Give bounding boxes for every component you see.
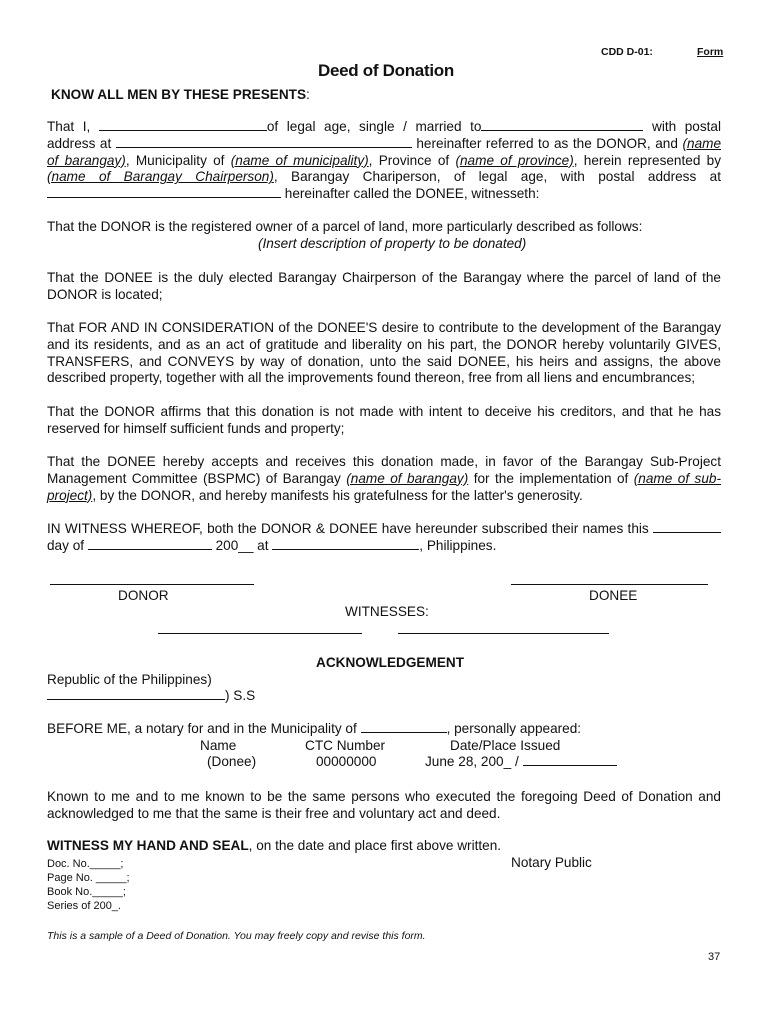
- acceptance-paragraph: That the DONEE hereby accepts and receives this donation made, in favor of the Barangay Sub-Project Management Committee (BSPMC) of Barangay (name of barangay) for the implementation of (name of sub-project), by the DONOR, and hereby manifests his gratefulness for the latter's generosity.: [47, 454, 721, 503]
- form-code: CDD D-01:: [601, 46, 653, 58]
- consideration-paragraph: That FOR AND IN CONSIDERATION of the DONEE'S desire to contribute to the development of the Barangay and its residents, and as an act of gratitude and liberality on his part, the DONOR hereby voluntarily GIVES, TRANSFERS, and CONVEYS by way of donation, unto the said DONEE, his heirs and assigns, the above described property, together with all the improvements found thereon, free from all liens and encumbrances;: [47, 320, 721, 386]
- know-all-heading: KNOW ALL MEN BY THESE PRESENTS:: [51, 87, 310, 102]
- witness-2-signature-line: [398, 633, 609, 634]
- col-name-header: Name: [200, 738, 237, 753]
- before-me-line: BEFORE ME, a notary for and in the Municipality of , personally appeared:: [47, 721, 582, 736]
- municipality-blank: [361, 721, 447, 733]
- donor-address-blank: [116, 136, 412, 148]
- month-blank: [88, 538, 212, 550]
- donee-label: DONEE: [589, 588, 638, 603]
- footer-note: This is a sample of a Deed of Donation. You may freely copy and revise this form.: [47, 930, 426, 942]
- witnesses-label: WITNESSES:: [345, 604, 429, 619]
- place-blank: [272, 538, 419, 550]
- donor-signature-line: [50, 584, 254, 585]
- col-ctc-header: CTC Number: [305, 738, 386, 753]
- doc-no: Doc. No._____;: [47, 858, 124, 870]
- row-name: (Donee): [207, 754, 257, 769]
- acknowledgement-heading: ACKNOWLEDGEMENT: [316, 655, 465, 670]
- property-description-placeholder: (Insert description of property to be donated): [258, 236, 527, 251]
- donee-paragraph: That the DONEE is the duly elected Barangay Chairperson of the Barangay where the parcel of land of the DONOR is located;: [47, 270, 721, 302]
- series-no: Series of 200_.: [47, 900, 121, 912]
- affirmation-paragraph: That the DONOR affirms that this donation is not made with intent to deceive his creditors, and that he has reserved for himself sufficient funds and property;: [47, 404, 721, 436]
- ownership-paragraph: That the DONOR is the registered owner of a parcel of land, more particularly described as follows:: [47, 219, 643, 234]
- row-ctc: 00000000: [316, 754, 377, 769]
- known-paragraph: Known to me and to me known to be the same persons who executed the foregoing Deed of Donation and acknowledged to me that the same is their free and voluntary act and deed.: [47, 789, 721, 821]
- donee-signature-line: [511, 584, 708, 585]
- donee-address-blank: [47, 186, 281, 198]
- spouse-name-blank: [481, 119, 643, 131]
- day-blank: [653, 521, 721, 533]
- form-label: Form: [697, 46, 724, 58]
- book-no: Book No._____;: [47, 886, 126, 898]
- row-date: June 28, 200_ /: [425, 754, 617, 770]
- donor-name-blank: [99, 119, 267, 131]
- republic-line: Republic of the Philippines): [47, 672, 212, 687]
- donor-label: DONOR: [118, 588, 169, 603]
- place-issued-blank: [523, 754, 617, 766]
- witness-whereof-paragraph: IN WITNESS WHEREOF, both the DONOR & DONEE have hereunder subscribed their names this day of 200__ at , Philippines.: [47, 521, 721, 555]
- ss-line: ) S.S: [47, 688, 255, 704]
- notary-public-label: Notary Public: [511, 855, 592, 870]
- venue-blank: [47, 688, 225, 700]
- donor-paragraph: That I, of legal age, single / married to with postal address at hereinafter referred to as the DONOR, and (name of barangay), Municipality of (name of municipality), Province of (name of province), herein represented by (name of Barangay Chairperson), Barangay Chariperson, of legal age, with postal address at hereinafter called the DONEE, witnesseth:: [47, 119, 722, 202]
- col-date-header: Date/Place Issued: [450, 738, 561, 753]
- witness-1-signature-line: [158, 633, 362, 634]
- witness-hand-seal-line: WITNESS MY HAND AND SEAL, on the date and place first above written.: [47, 838, 502, 853]
- page-number: 37: [708, 951, 721, 963]
- page-no: Page No. _____;: [47, 872, 130, 884]
- document-title: Deed of Donation: [318, 61, 454, 80]
